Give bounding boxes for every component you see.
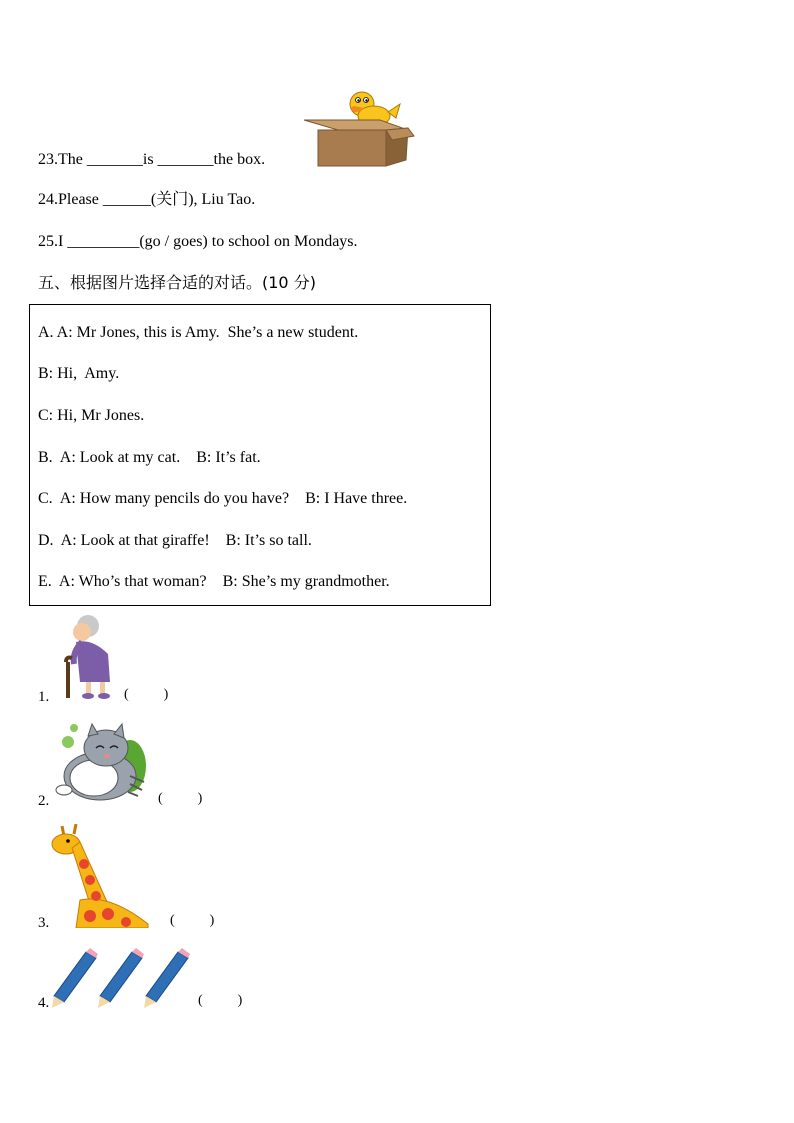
option-b: B. A: Look at my cat. B: It’s fat.	[38, 449, 261, 466]
item-3-number: 3.	[38, 915, 50, 931]
giraffe-icon	[50, 824, 150, 928]
option-a: A. A: Mr Jones, this is Amy. She’s a new student.	[38, 324, 359, 341]
item-2-answer-blank[interactable]: ( )	[158, 791, 203, 806]
section-title: 五、根据图片选择合适的对话。(10 分)	[38, 273, 316, 292]
option-c: C. A: How many pencils do you have? B: I Have three.	[38, 490, 408, 507]
question-25: 25.I _________(go / goes) to school on Mondays.	[38, 233, 358, 250]
item-3-answer-blank[interactable]: ( )	[170, 913, 215, 928]
option-e: E. A: Who’s that woman? B: She’s my grandmother.	[38, 573, 390, 590]
item-2-number: 2.	[38, 793, 50, 809]
item-1-answer-blank[interactable]: ( )	[124, 687, 169, 702]
grandmother-icon	[52, 612, 118, 700]
item-4-answer-blank[interactable]: ( )	[198, 993, 243, 1008]
option-a-b: B: Hi, Amy.	[38, 365, 120, 382]
option-a-c: C: Hi, Mr Jones.	[38, 407, 145, 424]
option-d: D. A: Look at that giraffe! B: It’s so tall.	[38, 532, 312, 549]
fat-cat-icon	[50, 716, 152, 804]
options-box	[29, 304, 491, 606]
question-24: 24.Please ______(关门), Liu Tao.	[38, 191, 256, 208]
item-4-number: 4.	[38, 995, 50, 1011]
question-23: 23.The _______is _______the box.	[38, 151, 266, 168]
pencils-icon	[50, 948, 192, 1008]
duck-in-box-icon	[300, 82, 418, 168]
item-1-number: 1.	[38, 689, 50, 705]
